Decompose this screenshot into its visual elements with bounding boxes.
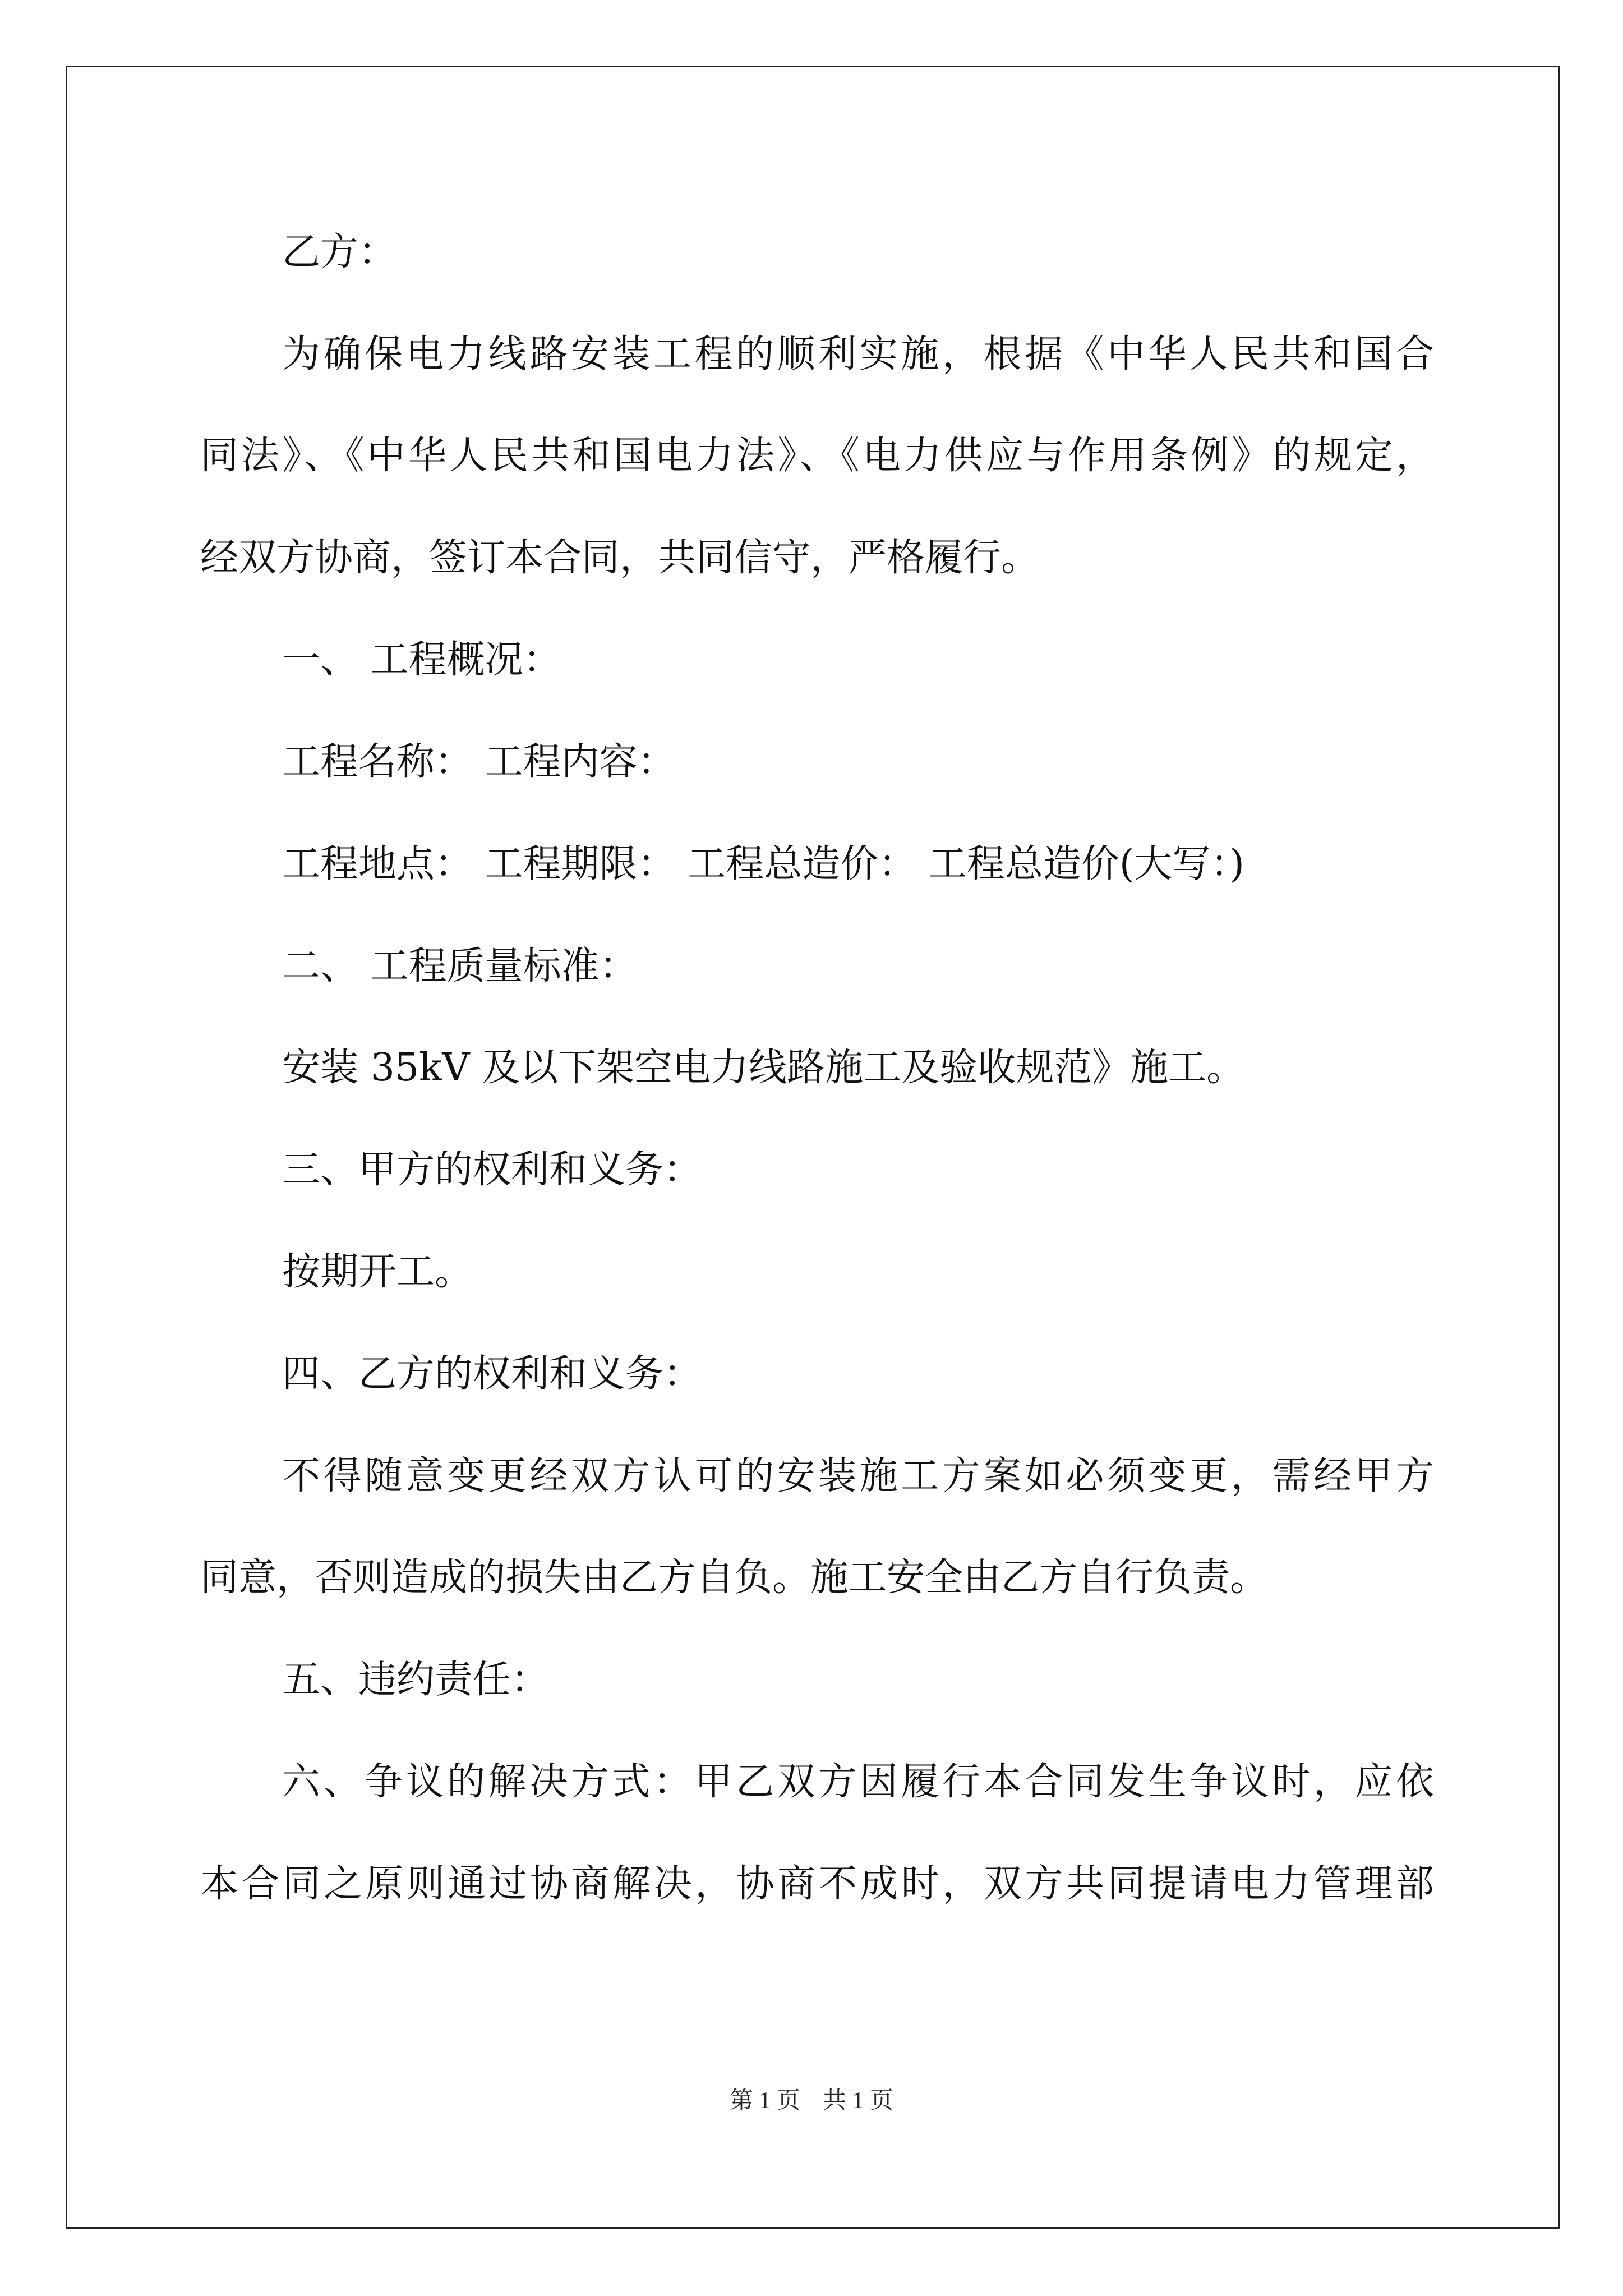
page-number: 第 1 页 [729, 2088, 800, 2114]
section-2-heading: 二、 工程质量标准： [282, 944, 638, 988]
project-name-content: 工程名称： 工程内容： [282, 740, 676, 784]
party-b-duty-line-1: 不得随意变更经双方认可的安装施工方案如必须变更，需经甲方 [282, 1454, 1434, 1498]
section-1-heading: 一、 工程概况： [282, 638, 561, 682]
section-4-heading: 四、乙方的权利和义务： [282, 1352, 702, 1396]
section-6-line-1: 六、争议的解决方式：甲乙双方因履行本合同发生争议时，应依 [282, 1760, 1434, 1804]
preamble-line-2: 同法》、《中华人民共和国电力法》、《电力供应与作用条例》的规定， [200, 434, 1434, 478]
preamble-line-1: 为确保电力线路安装工程的顺利实施，根据《中华人民共和国合 [282, 332, 1434, 376]
section-6-line-2: 本合同之原则通过协商解决，协商不成时，双方共同提请电力管理部 [200, 1862, 1434, 1906]
page-footer [0, 2087, 1623, 2115]
quality-standard-text: 安装 35kV 及以下架空电力线路施工及验收规范》施工。 [282, 1046, 1245, 1090]
page-total: 共 1 页 [823, 2088, 894, 2114]
preamble-line-3: 经双方协商，签订本合同，共同信守，严格履行。 [200, 536, 1040, 580]
party-b-duty-line-2: 同意，否则造成的损失由乙方自负。施工安全由乙方自行负责。 [200, 1556, 1269, 1600]
party-a-duty-text: 按期开工。 [282, 1250, 473, 1294]
section-3-heading: 三、甲方的权利和义务： [282, 1148, 702, 1192]
section-5-heading: 五、违约责任： [282, 1658, 550, 1702]
project-location-cost: 工程地点： 工程期限： 工程总造价： 工程总造价(大写：) [282, 842, 1244, 886]
party-b-label: 乙方： [282, 230, 397, 274]
